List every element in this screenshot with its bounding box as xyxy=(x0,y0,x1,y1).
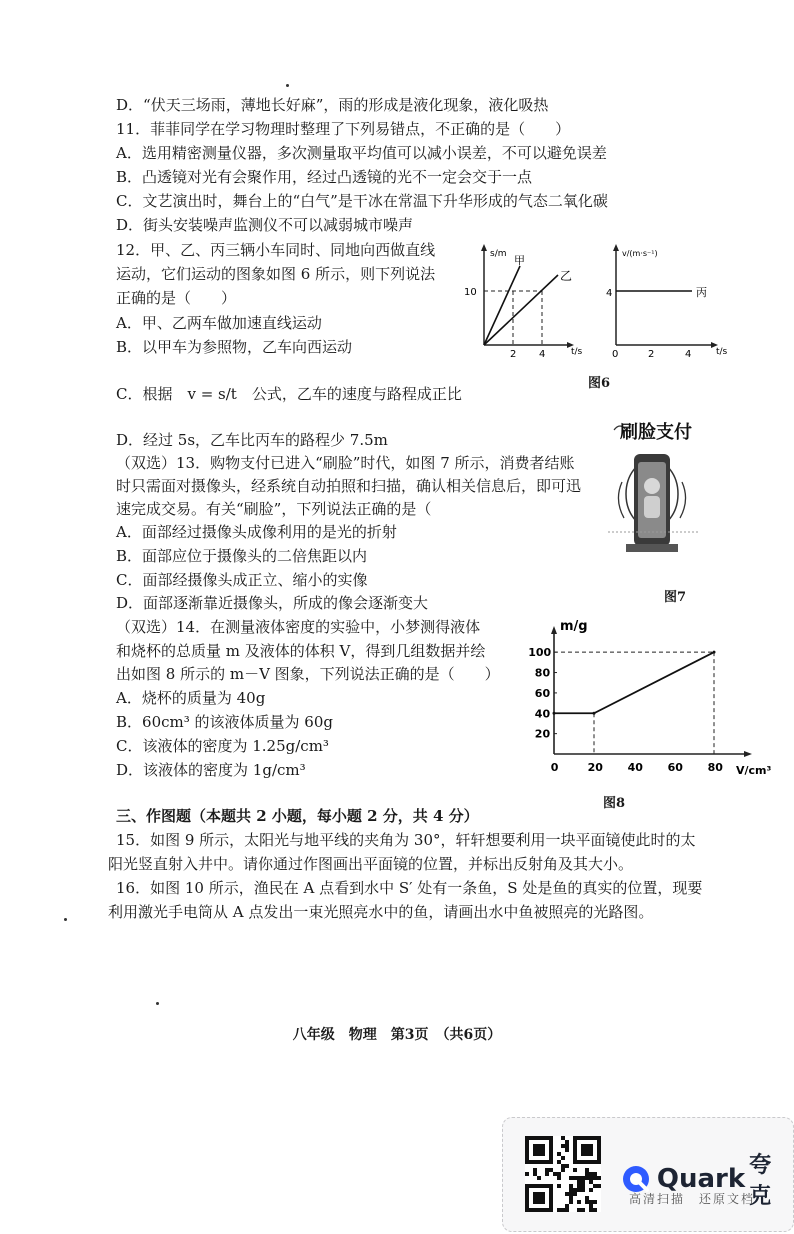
quark-name: Quark xyxy=(656,1164,746,1194)
fig6-caption: 图6 xyxy=(588,376,611,391)
fig7-hand-left xyxy=(618,482,624,518)
fig7-banner: 刷脸支付 xyxy=(620,422,692,443)
q10-option-d: D．“伏天三场雨，薄地长好麻”，雨的形成是液化现象，液化吸热 xyxy=(116,96,549,114)
q15-stem-2: 阳光竖直射入井中。请你通过作图画出平面镜的位置，并标出反射角及其大小。 xyxy=(108,855,634,873)
fig6-left-ytick: 10 xyxy=(464,287,477,298)
q14-option-d: D．该液体的密度为 1g/cm³ xyxy=(116,761,306,779)
fig8-xtick-60: 60 xyxy=(667,761,683,774)
fig6-right-ylabel: v/(m·s⁻¹) xyxy=(622,249,658,258)
q11-option-a: A．选用精密测量仪器，多次测量取平均值可以减小误差，不可以避免误差 xyxy=(116,144,607,162)
q16-stem-1: 16．如图 10 所示，渔民在 A 点看到水中 S′ 处有一条鱼，S 处是鱼的真实的位置，现要 xyxy=(116,879,703,897)
fig8-caption: 图8 xyxy=(603,796,626,811)
q13-option-c: C．面部经摄像头成正立、缩小的实像 xyxy=(116,571,368,589)
section-3-heading: 三、作图题（本题共 2 小题，每小题 2 分，共 4 分） xyxy=(116,807,479,825)
fig7-base xyxy=(626,544,678,552)
q11-option-b: B．凸透镜对光有会聚作用，经过凸透镜的光不一定会交于一点 xyxy=(116,168,533,186)
q14-option-a: A．烧杯的质量为 40g xyxy=(116,689,266,707)
scan-speck xyxy=(286,84,289,87)
fig8-ytick-60: 60 xyxy=(534,686,551,700)
q13-stem-1: （双选）13．购物支付已进入“刷脸”时代，如图 7 所示，消费者结账 xyxy=(116,454,575,472)
fig8-point-80 xyxy=(713,651,716,654)
q12-option-b: B．以甲车为参照物，乙车向西运动 xyxy=(116,338,353,356)
q12-option-c: C．根据 v = s/t 公式，乙车的速度与路程成正比 xyxy=(116,385,462,403)
fig8-xlabel: V/cm³ xyxy=(736,764,772,777)
fig6-right-xtick-4: 4 xyxy=(685,349,692,360)
scan-speck xyxy=(64,918,67,921)
fig8-point-20 xyxy=(593,712,596,715)
figure-7 xyxy=(604,412,704,572)
figure-8-chart xyxy=(520,614,780,784)
q13-option-d: D．面部逐渐靠近摄像头，所成的像会逐渐变大 xyxy=(116,594,429,612)
q12-option-d: D．经过 5s，乙车比丙车的路程少 7.5m xyxy=(116,431,388,449)
fig6-line-jia xyxy=(484,266,520,345)
page-footer: 八年级 物理 第3页 （共6页） xyxy=(292,1027,502,1043)
q12-option-a: A．甲、乙两车做加速直线运动 xyxy=(116,314,322,332)
fig8-xtick-20: 20 xyxy=(587,761,603,774)
fig8-series-line xyxy=(554,652,714,713)
fig6-left-xtick-2: 2 xyxy=(510,349,517,360)
fig6-left-xtick-4: 4 xyxy=(539,349,546,360)
fig6-label-bing: 丙 xyxy=(696,286,707,299)
fig6-right-xtick-2: 2 xyxy=(648,349,655,360)
fig7-hand-right xyxy=(680,482,686,518)
fig8-ylabel: m/g xyxy=(560,619,588,634)
fig7-face-icon xyxy=(644,478,660,494)
fig6-left-xlabel: t/s xyxy=(571,347,583,357)
q13-option-b: B．面部应位于摄像头的二倍焦距以内 xyxy=(116,547,368,565)
fig7-body-icon xyxy=(644,496,660,518)
figure-6 xyxy=(440,240,740,390)
fig6-right-ytick: 4 xyxy=(606,288,613,299)
q13-stem-2: 时只需面对摄像头，经系统自动拍照和扫描，确认相关信息后，即可迅 xyxy=(116,477,582,495)
quark-slogan: 高清扫描 还原文档 xyxy=(629,1192,756,1206)
q14-stem-1: （双选）14．在测量液体密度的实验中，小梦测得液体 xyxy=(116,618,481,636)
scan-speck xyxy=(156,1002,159,1005)
fig6-left-y-arrow xyxy=(481,244,487,251)
q12-stem-1: 12．甲、乙、丙三辆小车同时、同地向西做直线 xyxy=(116,241,436,259)
quark-name-cn: 夸克 xyxy=(749,1153,772,1209)
q14-option-b: B．60cm³ 的该液体质量为 60g xyxy=(116,713,333,731)
q14-stem-3: 出如图 8 所示的 m－V 图象，下列说法正确的是（ ） xyxy=(116,665,500,683)
fig7-caption: 图7 xyxy=(664,590,687,605)
fig6-right-xlabel: t/s xyxy=(716,347,728,357)
qr-code xyxy=(525,1136,601,1212)
fig8-xtick-0: 0 xyxy=(550,761,559,774)
fig8-xtick-80: 80 xyxy=(707,761,723,774)
q16-stem-2: 利用激光手电筒从 A 点发出一束光照亮水中的鱼，请画出水中鱼被照亮的光路图。 xyxy=(108,903,654,921)
fig8-y-arrow xyxy=(551,626,557,634)
quark-scan-watermark xyxy=(502,1117,794,1232)
fig8-ytick-80: 80 xyxy=(534,666,551,680)
fig6-left-ylabel: s/m xyxy=(490,249,507,259)
q14-option-c: C．该液体的密度为 1.25g/cm³ xyxy=(116,737,329,755)
q13-stem-3: 速完成交易。有关“刷脸”，下列说法正确的是（ xyxy=(116,500,432,518)
q11-stem: 11．菲菲同学在学习物理时整理了下列易错点，不正确的是（ ） xyxy=(116,120,571,138)
fig6-line-yi xyxy=(484,275,558,345)
q15-stem-1: 15．如图 9 所示，太阳光与地平线的夹角为 30°，轩轩想要利用一块平面镜使此时的太 xyxy=(116,831,696,849)
fig8-ytick-40: 40 xyxy=(534,707,551,721)
fig6-label-yi: 乙 xyxy=(560,269,573,283)
fig8-x-arrow xyxy=(744,751,752,757)
fig8-ytick-100: 100 xyxy=(528,646,552,660)
fig6-right-xtick-0: 0 xyxy=(612,349,619,360)
q13-option-a: A．面部经过摄像头成像利用的是光的折射 xyxy=(116,523,397,541)
fig8-point-0 xyxy=(553,712,556,715)
fig8-xtick-40: 40 xyxy=(627,761,643,774)
q14-stem-2: 和烧杯的总质量 m 及液体的体积 V，得到几组数据并绘 xyxy=(116,642,486,660)
fig6-label-jia: 甲 xyxy=(514,254,525,267)
fig6-right-y-arrow xyxy=(613,244,619,251)
q12-stem-3: 正确的是（ ） xyxy=(116,289,237,307)
q11-option-c: C．文艺演出时，舞台上的“白气”是干冰在常温下升华形成的气态二氧化碳 xyxy=(116,192,608,210)
fig8-ytick-20: 20 xyxy=(534,727,551,741)
q12-stem-2: 运动，它们运动的图象如图 6 所示，则下列说法 xyxy=(116,265,436,283)
q11-option-d: D．街头安装噪声监测仪不可以减弱城市噪声 xyxy=(116,216,414,234)
